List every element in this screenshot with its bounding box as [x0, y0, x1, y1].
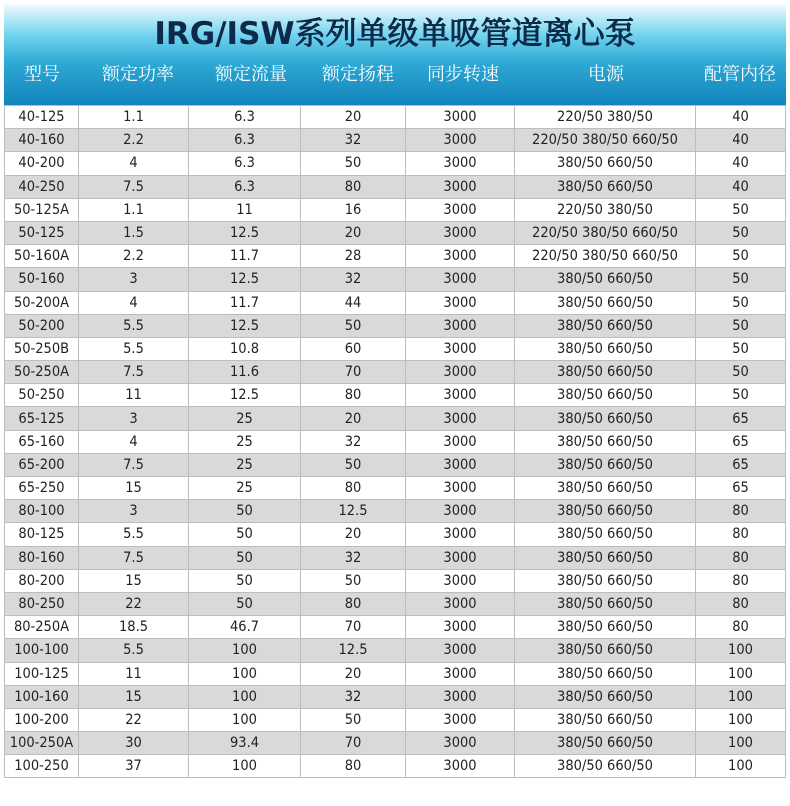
cell-power: 2.2 — [79, 129, 189, 152]
cell-model: 100-100 — [5, 639, 79, 662]
cell-power-supply: 380/50 660/50 — [515, 337, 696, 360]
cell-pipe-diameter: 40 — [696, 152, 786, 175]
cell-pipe-diameter: 80 — [696, 500, 786, 523]
cell-power: 30 — [79, 732, 189, 755]
cell-model: 80-160 — [5, 546, 79, 569]
cell-flow: 12.5 — [189, 221, 301, 244]
cell-power-supply: 220/50 380/50 660/50 — [515, 129, 696, 152]
cell-power: 7.5 — [79, 175, 189, 198]
cell-speed: 3000 — [406, 384, 515, 407]
cell-pipe-diameter: 80 — [696, 523, 786, 546]
cell-pipe-diameter: 65 — [696, 477, 786, 500]
cell-pipe-diameter: 100 — [696, 685, 786, 708]
cell-head: 20 — [301, 523, 406, 546]
cell-power-supply: 380/50 660/50 — [515, 175, 696, 198]
table-row — [5, 361, 786, 384]
cell-flow: 50 — [189, 546, 301, 569]
cell-power-supply: 220/50 380/50 — [515, 198, 696, 221]
cell-head: 32 — [301, 685, 406, 708]
cell-model: 40-160 — [5, 129, 79, 152]
cell-head: 32 — [301, 430, 406, 453]
cell-model: 80-125 — [5, 523, 79, 546]
cell-flow: 50 — [189, 500, 301, 523]
cell-pipe-diameter: 50 — [696, 361, 786, 384]
cell-power-supply: 380/50 660/50 — [515, 407, 696, 430]
table-row — [5, 732, 786, 755]
cell-flow: 25 — [189, 430, 301, 453]
cell-flow: 6.3 — [189, 106, 301, 129]
cell-flow: 46.7 — [189, 616, 301, 639]
cell-power: 4 — [79, 152, 189, 175]
cell-head: 80 — [301, 477, 406, 500]
cell-power: 7.5 — [79, 453, 189, 476]
column-header-model: 型号 — [24, 64, 60, 85]
cell-flow: 93.4 — [189, 732, 301, 755]
cell-model: 50-250B — [5, 337, 79, 360]
cell-flow: 25 — [189, 477, 301, 500]
cell-flow: 50 — [189, 592, 301, 615]
table-row — [5, 291, 786, 314]
cell-speed: 3000 — [406, 685, 515, 708]
cell-pipe-diameter: 65 — [696, 453, 786, 476]
cell-power: 18.5 — [79, 616, 189, 639]
page-title: IRG/ISW系列单级单吸管道离心泵 — [154, 16, 636, 52]
cell-pipe-diameter: 50 — [696, 198, 786, 221]
cell-power: 3 — [79, 407, 189, 430]
table-row — [5, 685, 786, 708]
cell-model: 50-125A — [5, 198, 79, 221]
cell-flow: 50 — [189, 569, 301, 592]
cell-power: 5.5 — [79, 337, 189, 360]
column-header-power: 额定功率 — [102, 64, 174, 85]
table-row — [5, 708, 786, 731]
cell-speed: 3000 — [406, 616, 515, 639]
cell-model: 40-250 — [5, 175, 79, 198]
cell-speed: 3000 — [406, 477, 515, 500]
cell-flow: 100 — [189, 708, 301, 731]
cell-head: 32 — [301, 129, 406, 152]
cell-model: 80-250A — [5, 616, 79, 639]
cell-model: 50-160 — [5, 268, 79, 291]
cell-model: 65-200 — [5, 453, 79, 476]
cell-model: 65-250 — [5, 477, 79, 500]
cell-power: 7.5 — [79, 361, 189, 384]
cell-pipe-diameter: 65 — [696, 407, 786, 430]
cell-power: 4 — [79, 430, 189, 453]
cell-head: 20 — [301, 662, 406, 685]
cell-power-supply: 380/50 660/50 — [515, 314, 696, 337]
cell-speed: 3000 — [406, 221, 515, 244]
cell-pipe-diameter: 100 — [696, 662, 786, 685]
table-row — [5, 314, 786, 337]
table-row — [5, 639, 786, 662]
cell-flow: 11.7 — [189, 291, 301, 314]
cell-model: 50-200 — [5, 314, 79, 337]
cell-flow: 100 — [189, 755, 301, 778]
table-row — [5, 152, 786, 175]
cell-head: 80 — [301, 755, 406, 778]
cell-flow: 100 — [189, 685, 301, 708]
table-row — [5, 106, 786, 129]
cell-pipe-diameter: 50 — [696, 337, 786, 360]
cell-head: 70 — [301, 732, 406, 755]
cell-flow: 11.7 — [189, 245, 301, 268]
cell-power-supply: 380/50 660/50 — [515, 453, 696, 476]
cell-pipe-diameter: 40 — [696, 129, 786, 152]
cell-speed: 3000 — [406, 755, 515, 778]
column-header-head: 额定扬程 — [322, 64, 394, 85]
cell-power: 11 — [79, 384, 189, 407]
cell-model: 100-125 — [5, 662, 79, 685]
cell-power-supply: 380/50 660/50 — [515, 685, 696, 708]
cell-speed: 3000 — [406, 523, 515, 546]
cell-pipe-diameter: 80 — [696, 569, 786, 592]
cell-speed: 3000 — [406, 569, 515, 592]
cell-model: 100-200 — [5, 708, 79, 731]
cell-pipe-diameter: 100 — [696, 708, 786, 731]
cell-speed: 3000 — [406, 639, 515, 662]
cell-pipe-diameter: 50 — [696, 291, 786, 314]
cell-flow: 100 — [189, 662, 301, 685]
table-row — [5, 337, 786, 360]
cell-model: 50-250A — [5, 361, 79, 384]
table-row — [5, 569, 786, 592]
cell-power-supply: 380/50 660/50 — [515, 152, 696, 175]
cell-head: 50 — [301, 453, 406, 476]
cell-power: 22 — [79, 708, 189, 731]
column-header-flow: 额定流量 — [215, 64, 287, 85]
table-row — [5, 268, 786, 291]
table-row — [5, 198, 786, 221]
cell-model: 50-200A — [5, 291, 79, 314]
cell-power-supply: 380/50 660/50 — [515, 546, 696, 569]
cell-model: 100-160 — [5, 685, 79, 708]
cell-power-supply: 380/50 660/50 — [515, 732, 696, 755]
cell-speed: 3000 — [406, 198, 515, 221]
cell-power-supply: 220/50 380/50 660/50 — [515, 245, 696, 268]
cell-pipe-diameter: 80 — [696, 616, 786, 639]
cell-model: 80-250 — [5, 592, 79, 615]
cell-head: 32 — [301, 268, 406, 291]
cell-head: 32 — [301, 546, 406, 569]
table-row — [5, 175, 786, 198]
table-row — [5, 616, 786, 639]
cell-flow: 6.3 — [189, 152, 301, 175]
cell-head: 80 — [301, 384, 406, 407]
cell-flow: 10.8 — [189, 337, 301, 360]
cell-speed: 3000 — [406, 268, 515, 291]
cell-speed: 3000 — [406, 592, 515, 615]
cell-speed: 3000 — [406, 152, 515, 175]
cell-speed: 3000 — [406, 291, 515, 314]
cell-pipe-diameter: 50 — [696, 314, 786, 337]
table-row — [5, 546, 786, 569]
cell-power-supply: 380/50 660/50 — [515, 569, 696, 592]
cell-speed: 3000 — [406, 430, 515, 453]
column-header-pipe-diameter: 配管内径 — [704, 64, 776, 85]
cell-speed: 3000 — [406, 314, 515, 337]
table-row — [5, 755, 786, 778]
cell-power-supply: 220/50 380/50 — [515, 106, 696, 129]
cell-model: 80-200 — [5, 569, 79, 592]
cell-flow: 25 — [189, 453, 301, 476]
cell-pipe-diameter: 50 — [696, 268, 786, 291]
cell-pipe-diameter: 80 — [696, 546, 786, 569]
cell-head: 50 — [301, 569, 406, 592]
cell-flow: 11.6 — [189, 361, 301, 384]
cell-power-supply: 380/50 660/50 — [515, 755, 696, 778]
cell-speed: 3000 — [406, 453, 515, 476]
cell-power: 4 — [79, 291, 189, 314]
cell-pipe-diameter: 65 — [696, 430, 786, 453]
cell-power: 5.5 — [79, 523, 189, 546]
cell-pipe-diameter: 40 — [696, 175, 786, 198]
cell-head: 50 — [301, 314, 406, 337]
cell-speed: 3000 — [406, 129, 515, 152]
cell-pipe-diameter: 80 — [696, 592, 786, 615]
cell-model: 40-125 — [5, 106, 79, 129]
cell-power: 5.5 — [79, 639, 189, 662]
table-row — [5, 662, 786, 685]
cell-flow: 6.3 — [189, 129, 301, 152]
cell-head: 70 — [301, 616, 406, 639]
cell-head: 70 — [301, 361, 406, 384]
cell-speed: 3000 — [406, 175, 515, 198]
cell-power-supply: 380/50 660/50 — [515, 384, 696, 407]
cell-power: 3 — [79, 268, 189, 291]
cell-power-supply: 380/50 660/50 — [515, 708, 696, 731]
cell-flow: 11 — [189, 198, 301, 221]
cell-power: 5.5 — [79, 314, 189, 337]
cell-power-supply: 380/50 660/50 — [515, 477, 696, 500]
cell-power-supply: 380/50 660/50 — [515, 500, 696, 523]
column-header-row — [4, 56, 786, 88]
cell-model: 40-200 — [5, 152, 79, 175]
cell-model: 80-100 — [5, 500, 79, 523]
cell-pipe-diameter: 100 — [696, 755, 786, 778]
cell-power: 7.5 — [79, 546, 189, 569]
cell-speed: 3000 — [406, 337, 515, 360]
cell-power: 1.1 — [79, 198, 189, 221]
cell-power: 15 — [79, 685, 189, 708]
cell-power-supply: 220/50 380/50 660/50 — [515, 221, 696, 244]
cell-power-supply: 380/50 660/50 — [515, 639, 696, 662]
cell-pipe-diameter: 50 — [696, 245, 786, 268]
table-row — [5, 384, 786, 407]
cell-flow: 12.5 — [189, 384, 301, 407]
cell-power-supply: 380/50 660/50 — [515, 616, 696, 639]
cell-head: 44 — [301, 291, 406, 314]
cell-model: 100-250A — [5, 732, 79, 755]
column-header-power-supply: 电源 — [588, 64, 624, 85]
spec-table — [4, 105, 786, 778]
cell-power: 2.2 — [79, 245, 189, 268]
cell-head: 50 — [301, 152, 406, 175]
cell-head: 16 — [301, 198, 406, 221]
cell-power: 15 — [79, 477, 189, 500]
cell-power: 22 — [79, 592, 189, 615]
cell-head: 60 — [301, 337, 406, 360]
cell-speed: 3000 — [406, 361, 515, 384]
table-row — [5, 407, 786, 430]
cell-power-supply: 380/50 660/50 — [515, 592, 696, 615]
spec-table-body — [5, 106, 786, 778]
cell-flow: 12.5 — [189, 268, 301, 291]
cell-power-supply: 380/50 660/50 — [515, 268, 696, 291]
cell-speed: 3000 — [406, 546, 515, 569]
cell-power-supply: 380/50 660/50 — [515, 361, 696, 384]
cell-head: 80 — [301, 592, 406, 615]
cell-power: 11 — [79, 662, 189, 685]
cell-head: 20 — [301, 221, 406, 244]
cell-power: 15 — [79, 569, 189, 592]
cell-pipe-diameter: 40 — [696, 106, 786, 129]
cell-head: 50 — [301, 708, 406, 731]
cell-power-supply: 380/50 660/50 — [515, 523, 696, 546]
table-row — [5, 129, 786, 152]
cell-flow: 100 — [189, 639, 301, 662]
cell-model: 50-160A — [5, 245, 79, 268]
cell-flow: 50 — [189, 523, 301, 546]
table-row — [5, 245, 786, 268]
table-row — [5, 221, 786, 244]
table-row — [5, 430, 786, 453]
cell-power: 37 — [79, 755, 189, 778]
cell-model: 65-160 — [5, 430, 79, 453]
cell-flow: 6.3 — [189, 175, 301, 198]
cell-power: 1.1 — [79, 106, 189, 129]
table-row — [5, 500, 786, 523]
table-row — [5, 523, 786, 546]
cell-power: 1.5 — [79, 221, 189, 244]
column-header-speed: 同步转速 — [427, 64, 499, 85]
table-row — [5, 592, 786, 615]
cell-power: 3 — [79, 500, 189, 523]
cell-speed: 3000 — [406, 245, 515, 268]
cell-pipe-diameter: 50 — [696, 384, 786, 407]
cell-model: 100-250 — [5, 755, 79, 778]
cell-speed: 3000 — [406, 732, 515, 755]
cell-speed: 3000 — [406, 407, 515, 430]
cell-speed: 3000 — [406, 708, 515, 731]
cell-pipe-diameter: 50 — [696, 221, 786, 244]
cell-speed: 3000 — [406, 500, 515, 523]
cell-flow: 12.5 — [189, 314, 301, 337]
cell-pipe-diameter: 100 — [696, 639, 786, 662]
cell-head: 20 — [301, 407, 406, 430]
cell-power-supply: 380/50 660/50 — [515, 430, 696, 453]
cell-model: 65-125 — [5, 407, 79, 430]
cell-model: 50-250 — [5, 384, 79, 407]
table-row — [5, 477, 786, 500]
cell-flow: 25 — [189, 407, 301, 430]
cell-power-supply: 380/50 660/50 — [515, 662, 696, 685]
table-row — [5, 453, 786, 476]
cell-head: 80 — [301, 175, 406, 198]
cell-power-supply: 380/50 660/50 — [515, 291, 696, 314]
cell-head: 12.5 — [301, 500, 406, 523]
cell-head: 28 — [301, 245, 406, 268]
cell-head: 20 — [301, 106, 406, 129]
cell-speed: 3000 — [406, 106, 515, 129]
cell-model: 50-125 — [5, 221, 79, 244]
cell-speed: 3000 — [406, 662, 515, 685]
cell-pipe-diameter: 100 — [696, 732, 786, 755]
cell-head: 12.5 — [301, 639, 406, 662]
